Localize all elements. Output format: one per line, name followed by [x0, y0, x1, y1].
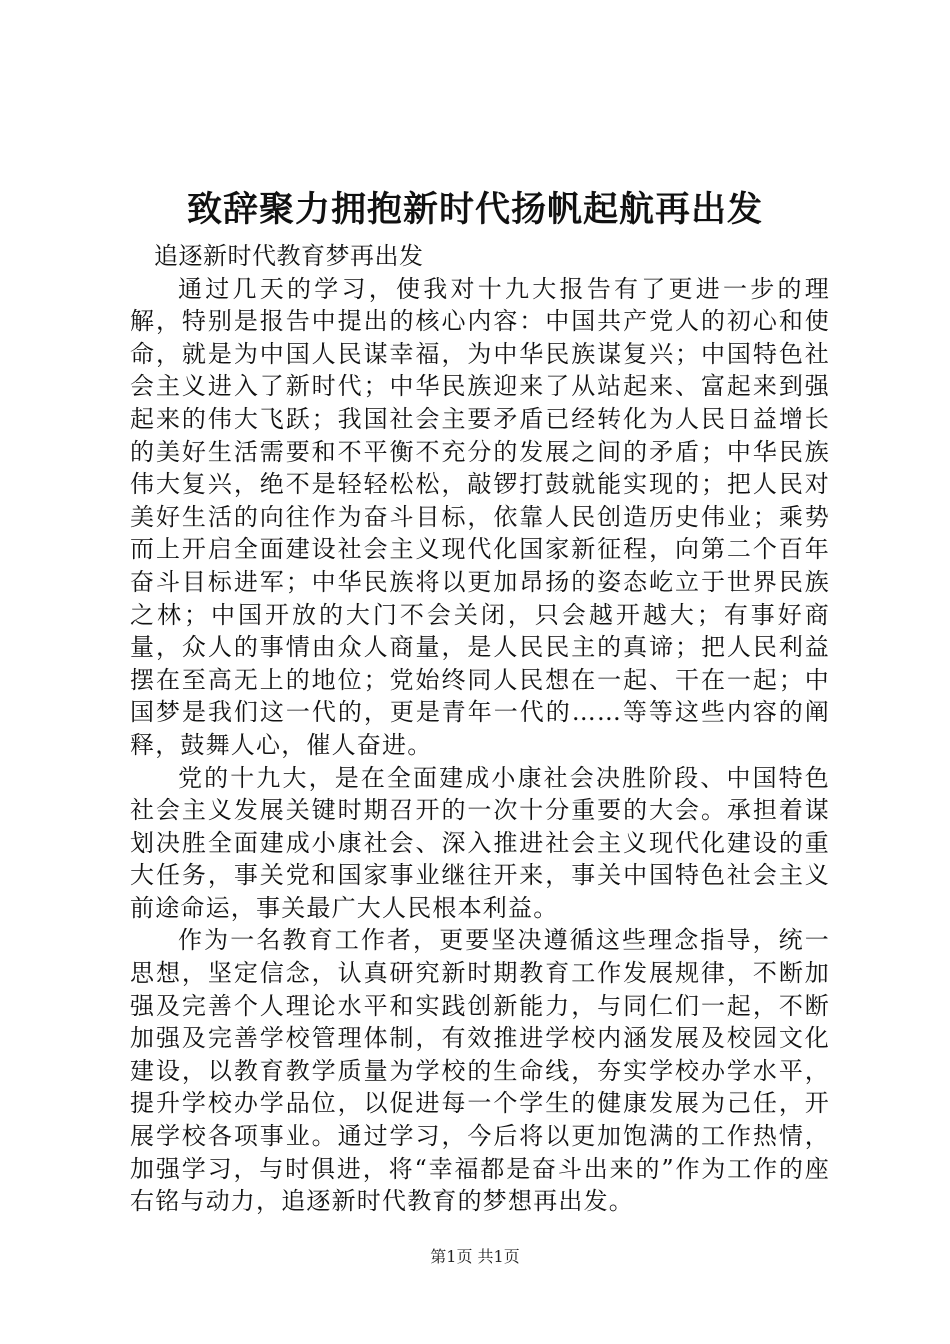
document-title: 致辞聚力拥抱新时代扬帆起航再出发: [186, 189, 763, 230]
paragraph-1: 通过几天的学习，使我对十九大报告有了更进一步的理解，特别是报告中提出的核心内容：中国共产党人的初心和使命，就是为中国人民谋幸福，为中华民族谋复兴；中国特色社会主义进入了新时代；中华民族迎来了从站起来、富起来到强起来的伟大飞跃；我国社会主要矛盾已经转化为人民日益增长的美好生活需要和不平衡不充分的发展之间的矛盾；中华民族伟大复兴，绝不是轻轻松松，敲锣打鼓就能实现的；把人民对美好生活的向往作为奋斗目标，依靠人民创造历史伟业；乘势而上开启全面建设社会主义现代化国家新征程，向第二个百年奋斗目标进军；中华民族将以更加昂扬的姿态屹立于世界民族之林；中国开放的大门不会关闭，只会越开越大；有事好商量，众人的事情由众人商量，是人民民主的真谛；把人民利益摆在至高无上的地位；党始终同人民想在一起、干在一起；中国梦是我们这一代的，更是青年一代的……等等这些内容的阐释，鼓舞人心，催人奋进。: [130, 274, 830, 759]
document-body: [130, 240, 830, 1218]
paragraph-2: 党的十九大，是在全面建成小康社会决胜阶段、中国特色社会主义发展关键时期召开的一次十分重要的大会。承担着谋划决胜全面建成小康社会、深入推进社会主义现代化建设的重大任务，事关党和国家事业继往开来，事关中国特色社会主义前途命运，事关最广大人民根本利益。: [130, 763, 830, 922]
document-subtitle: 追逐新时代教育梦再出发: [154, 242, 424, 270]
paragraph-3: 作为一名教育工作者，更要坚决遵循这些理念指导，统一思想，坚定信念，认真研究新时期教育工作发展规律，不断加强及完善个人理论水平和实践创新能力，与同仁们一起，不断加强及完善学校管理体制，有效推进学校内涵发展及校园文化建设，以教育教学质量为学校的生命线，夯实学校办学水平，提升学校办学品位，以促进每一个学生的健康发展为己任，开展学校各项事业。通过学习，今后将以更加饱满的工作热情，加强学习，与时俱进，将“幸福都是奋斗出来的”作为工作的座右铭与动力，追逐新时代教育的梦想再出发。: [130, 926, 830, 1216]
page-number-footer: 第1页 共1页: [430, 1247, 520, 1266]
